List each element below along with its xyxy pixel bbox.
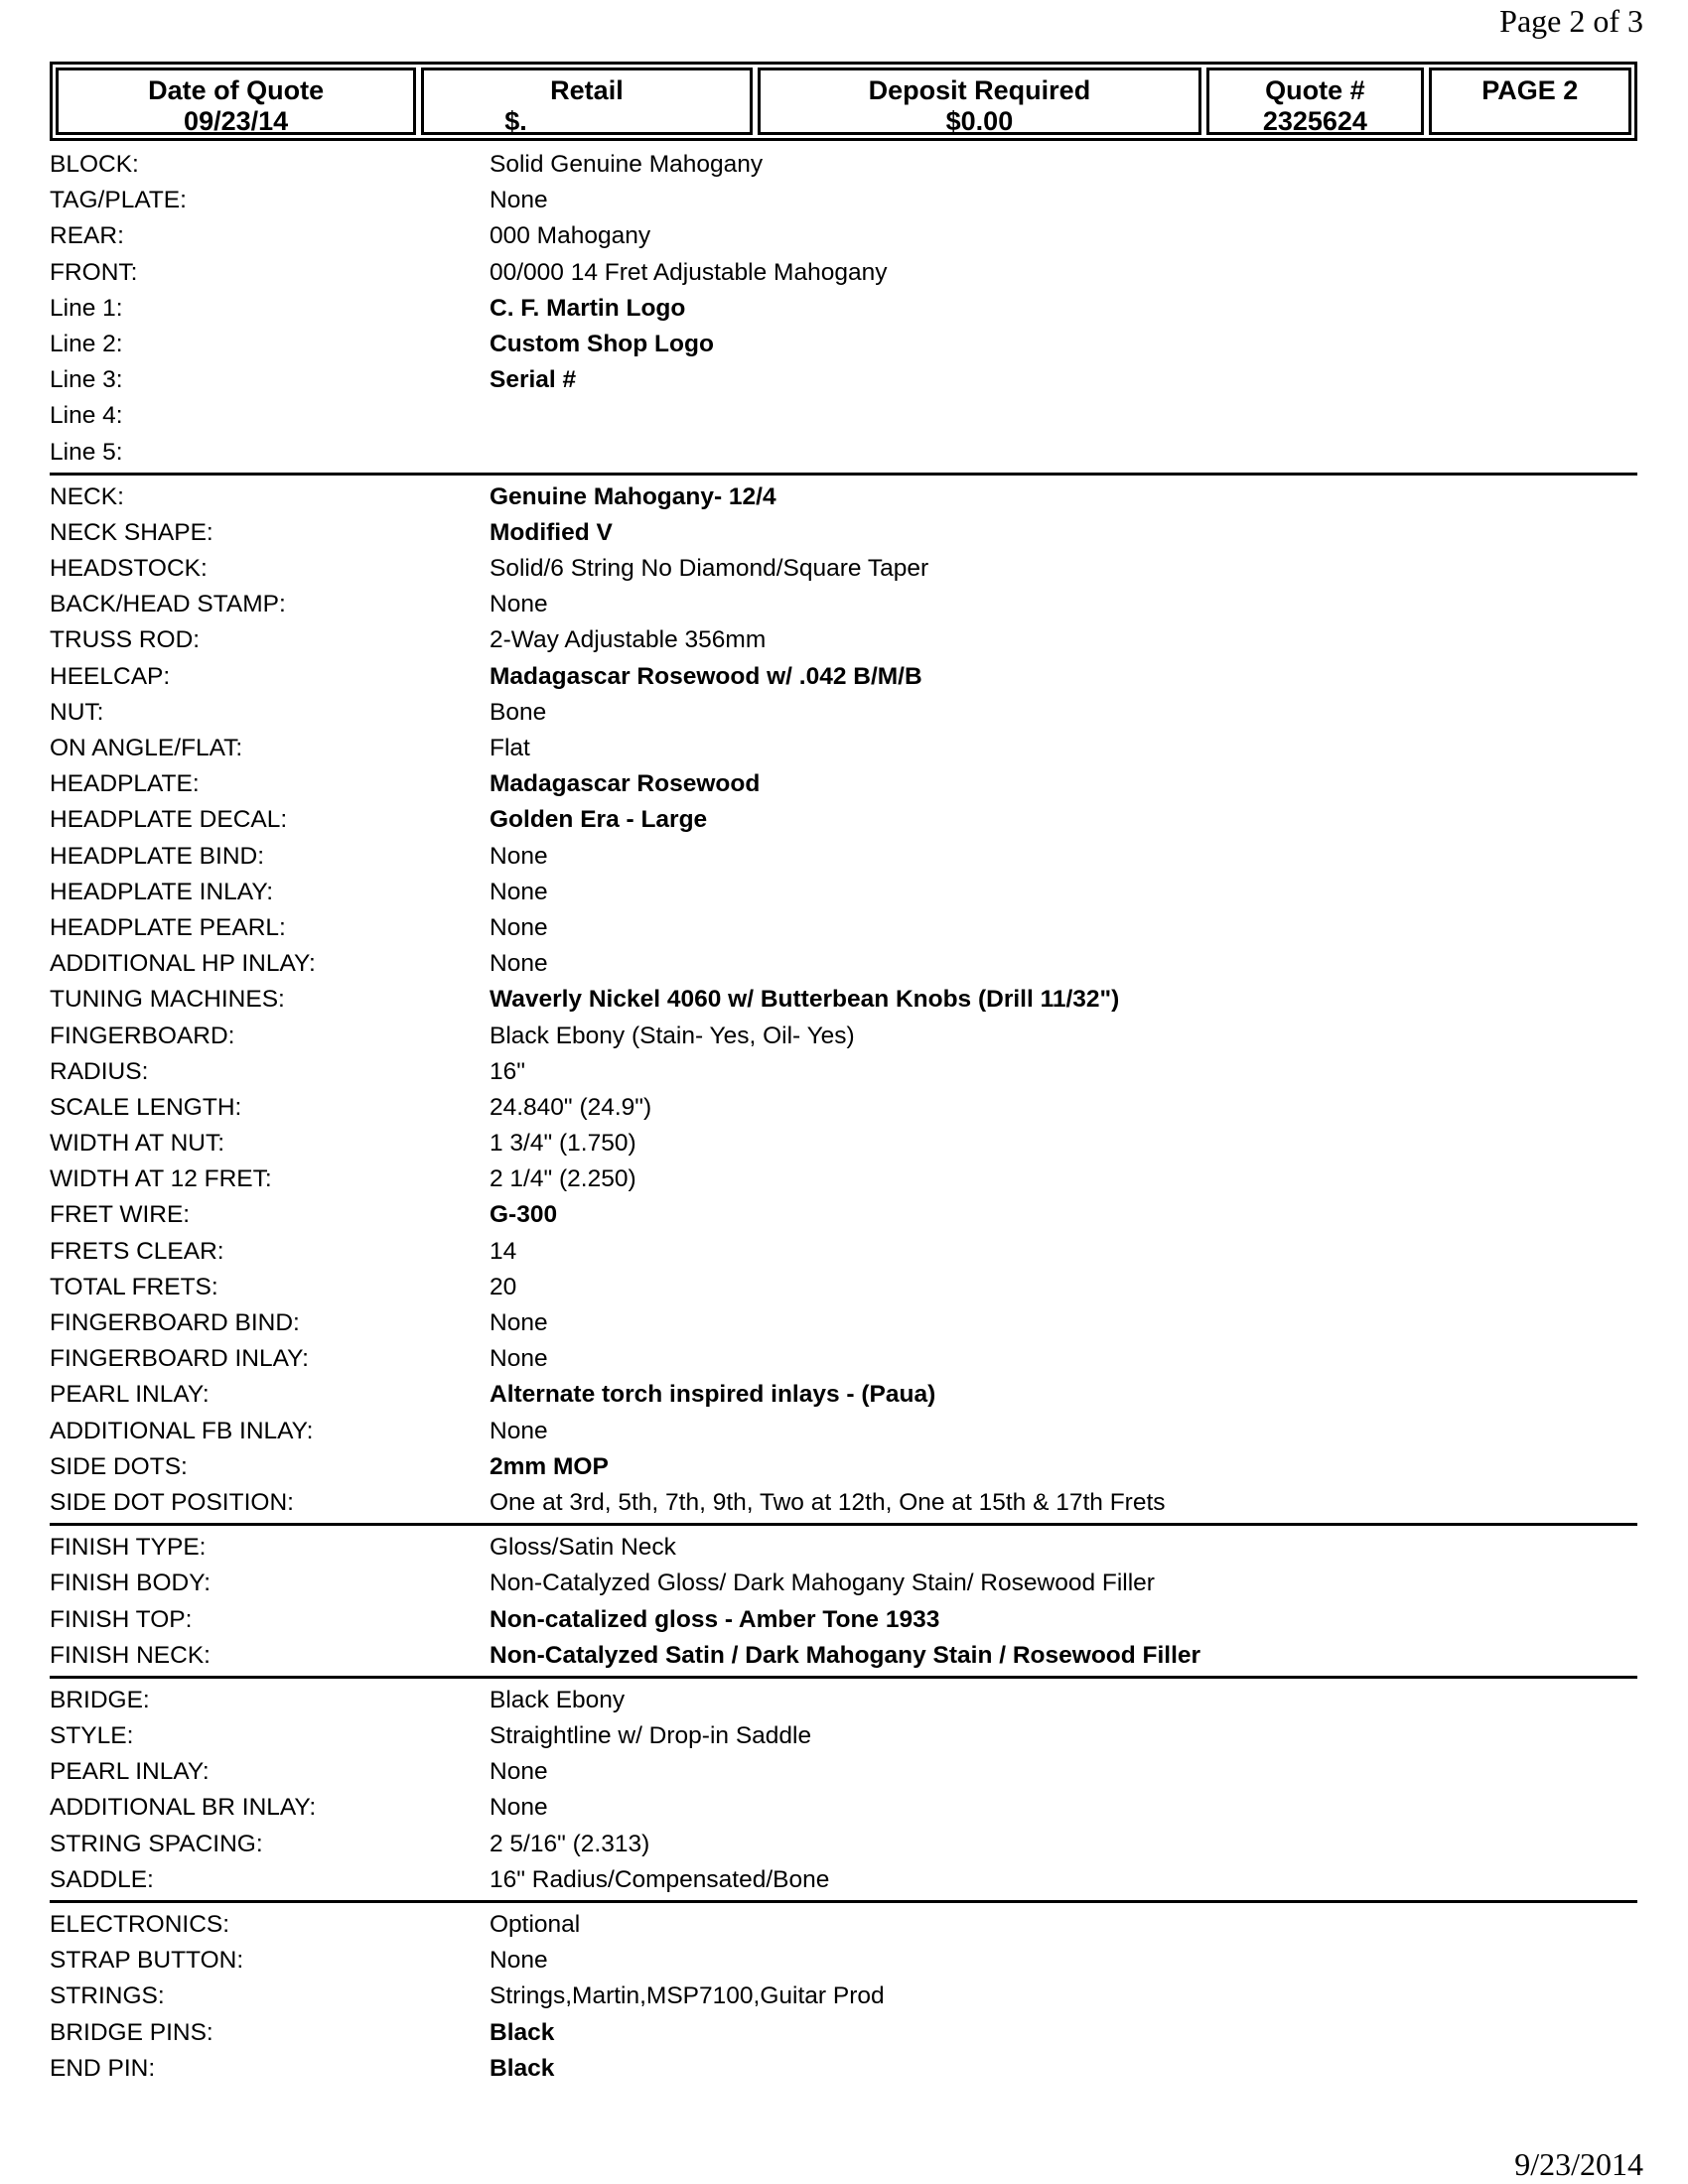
retail-value: $.: [504, 106, 527, 136]
spec-value: Non-catalized gloss - Amber Tone 1933: [490, 1605, 940, 1633]
spec-row: [50, 587, 1637, 622]
spec-value: Flat: [490, 735, 530, 761]
spec-label: HEADPLATE PEARL:: [50, 913, 286, 941]
page-indicator: Page 2 of 3: [1499, 3, 1643, 39]
spec-label: BLOCK:: [50, 151, 139, 178]
spec-row: [50, 1126, 1637, 1161]
spec-label: HEADPLATE:: [50, 770, 200, 798]
spec-label: STYLE:: [50, 1722, 134, 1750]
spec-row: [50, 731, 1637, 766]
spec-value: None: [490, 1758, 548, 1786]
spec-row: [50, 1019, 1637, 1054]
spec-label: WIDTH AT 12 FRET:: [50, 1165, 272, 1193]
spec-row: [50, 1566, 1637, 1601]
spec-row: [50, 398, 1637, 434]
spec-label: REAR:: [50, 222, 124, 250]
spec-row: [50, 2051, 1637, 2087]
spec-label: NECK SHAPE:: [50, 518, 213, 546]
spec-row: [50, 147, 1637, 183]
spec-value: Gloss/Satin Neck: [490, 1534, 676, 1562]
spec-label: HEADPLATE INLAY:: [50, 878, 274, 905]
spec-section: [50, 1903, 1637, 2089]
spec-row: [50, 183, 1637, 218]
spec-value: None: [490, 1417, 548, 1444]
spec-label: ELECTRONICS:: [50, 1911, 230, 1938]
spec-label: PEARL INLAY:: [50, 1381, 210, 1409]
spec-label: STRING SPACING:: [50, 1830, 263, 1857]
spec-value: Optional: [490, 1911, 581, 1938]
spec-label: SIDE DOT POSITION:: [50, 1488, 294, 1516]
spec-row: [50, 1979, 1637, 2014]
spec-value: G-300: [490, 1201, 558, 1229]
spec-label: TUNING MACHINES:: [50, 986, 285, 1014]
spec-value: 16": [490, 1057, 525, 1085]
page-label: PAGE 2: [1481, 75, 1579, 105]
spec-row: [50, 1943, 1637, 1979]
spec-row: [50, 1414, 1637, 1449]
spec-label: ADDITIONAL BR INLAY:: [50, 1794, 317, 1822]
spec-label: NECK:: [50, 482, 124, 510]
spec-label: STRAP BUTTON:: [50, 1947, 244, 1975]
spec-row: [50, 766, 1637, 802]
spec-row: [50, 551, 1637, 587]
spec-value: 2mm MOP: [490, 1452, 609, 1480]
spec-label: FINISH TOP:: [50, 1605, 193, 1633]
quote-number-value: 2325624: [1262, 106, 1367, 136]
spec-value: 2 5/16" (2.313): [490, 1830, 650, 1857]
spec-value: Black Ebony: [490, 1686, 626, 1713]
spec-row: [50, 695, 1637, 731]
spec-label: Line 4:: [50, 402, 123, 430]
spec-label: FINGERBOARD:: [50, 1022, 235, 1049]
spec-value: None: [490, 878, 548, 905]
spec-value: Non-Catalyzed Gloss/ Dark Mahogany Stain/ Rosewood Filler: [490, 1570, 1155, 1597]
spec-row: [50, 659, 1637, 695]
spec-label: HEADSTOCK:: [50, 555, 208, 583]
spec-value: 00/000 14 Fret Adjustable Mahogany: [490, 258, 888, 286]
spec-value: Solid Genuine Mahogany: [490, 151, 764, 178]
quote-number-label: Quote #: [1265, 75, 1365, 105]
spec-label: SIDE DOTS:: [50, 1452, 188, 1480]
spec-label: STRINGS:: [50, 1982, 165, 2010]
spec-value: 2-Way Adjustable 356mm: [490, 626, 767, 654]
spec-row: [50, 1341, 1637, 1377]
spec-value: None: [490, 187, 548, 214]
spec-label: WIDTH AT NUT:: [50, 1130, 225, 1158]
spec-row: [50, 479, 1637, 515]
spec-row: [50, 1161, 1637, 1197]
date-of-quote-label: Date of Quote: [148, 75, 325, 105]
spec-row: [50, 1449, 1637, 1485]
spec-label: FINISH BODY:: [50, 1570, 211, 1597]
spec-value: Genuine Mahogany- 12/4: [490, 482, 776, 510]
spec-value: Solid/6 String No Diamond/Square Taper: [490, 555, 929, 583]
spec-value: Black: [490, 2018, 555, 2046]
spec-value: 16" Radius/Compensated/Bone: [490, 1865, 830, 1893]
spec-list: [50, 147, 1637, 2089]
spec-label: BACK/HEAD STAMP:: [50, 591, 286, 618]
spec-value: Non-Catalyzed Satin / Dark Mahogany Stain / Rosewood Filler: [490, 1641, 1201, 1669]
spec-row: [50, 1862, 1637, 1898]
spec-row: [50, 291, 1637, 327]
spec-value: Black: [490, 2054, 555, 2082]
deposit-required-value: $0.00: [945, 106, 1014, 136]
spec-row: [50, 255, 1637, 291]
spec-value: 000 Mahogany: [490, 222, 651, 250]
spec-row: [50, 802, 1637, 838]
spec-label: BRIDGE:: [50, 1686, 150, 1713]
spec-value: One at 3rd, 5th, 7th, 9th, Two at 12th, One at 15th & 17th Frets: [490, 1488, 1166, 1516]
spec-label: ON ANGLE/FLAT:: [50, 735, 243, 761]
spec-row: [50, 946, 1637, 982]
spec-row: [50, 2015, 1637, 2051]
spec-row: [50, 1197, 1637, 1233]
deposit-required-label: Deposit Required: [868, 75, 1091, 105]
spec-value: Golden Era - Large: [490, 806, 708, 834]
spec-row: [50, 1485, 1637, 1521]
spec-label: ADDITIONAL HP INLAY:: [50, 950, 316, 978]
spec-label: SCALE LENGTH:: [50, 1093, 242, 1121]
spec-value: Waverly Nickel 4060 w/ Butterbean Knobs (Drill 11/32"): [490, 986, 1120, 1014]
spec-label: TOTAL FRETS:: [50, 1273, 218, 1300]
page-cell: [1429, 68, 1631, 135]
spec-label: BRIDGE PINS:: [50, 2018, 213, 2046]
spec-value: 24.840" (24.9"): [490, 1093, 652, 1121]
spec-value: None: [490, 1345, 548, 1373]
spec-row: [50, 875, 1637, 910]
spec-row: [50, 982, 1637, 1018]
spec-row: [50, 327, 1637, 362]
spec-label: HEADPLATE DECAL:: [50, 806, 288, 834]
spec-label: TAG/PLATE:: [50, 187, 187, 214]
spec-row: [50, 1638, 1637, 1674]
spec-label: PEARL INLAY:: [50, 1758, 210, 1786]
spec-label: NUT:: [50, 698, 104, 726]
spec-label: FINISH NECK:: [50, 1641, 211, 1669]
spec-value: None: [490, 1309, 548, 1336]
spec-label: HEADPLATE BIND:: [50, 842, 265, 870]
spec-label: Line 5:: [50, 438, 123, 466]
spec-value: Bone: [490, 698, 547, 726]
spec-row: [50, 515, 1637, 551]
spec-label: ADDITIONAL FB INLAY:: [50, 1417, 314, 1444]
spec-value: Custom Shop Logo: [490, 330, 714, 357]
spec-row: [50, 1270, 1637, 1305]
spec-label: FRET WIRE:: [50, 1201, 191, 1229]
spec-value: None: [490, 913, 548, 941]
spec-section: [50, 1526, 1637, 1679]
spec-value: 2 1/4" (2.250): [490, 1165, 636, 1193]
spec-label: RADIUS:: [50, 1057, 149, 1085]
spec-value: Madagascar Rosewood w/ .042 B/M/B: [490, 662, 922, 690]
spec-value: 14: [490, 1237, 517, 1265]
spec-value: Black Ebony (Stain- Yes, Oil- Yes): [490, 1022, 855, 1049]
spec-row: [50, 1305, 1637, 1341]
spec-section: [50, 476, 1637, 1526]
retail-cell: [421, 68, 752, 135]
spec-value: None: [490, 1947, 548, 1975]
spec-row: [50, 1090, 1637, 1126]
quote-number-cell: [1206, 68, 1423, 135]
spec-label: HEELCAP:: [50, 662, 171, 690]
spec-row: [50, 839, 1637, 875]
spec-label: SADDLE:: [50, 1865, 154, 1893]
quote-header: [50, 62, 1637, 141]
spec-label: FRETS CLEAR:: [50, 1237, 224, 1265]
spec-value: 20: [490, 1273, 517, 1300]
spec-value: Alternate torch inspired inlays - (Paua): [490, 1381, 936, 1409]
spec-label: Line 2:: [50, 330, 123, 357]
retail-label: Retail: [550, 75, 624, 105]
spec-value: None: [490, 842, 548, 870]
spec-row: [50, 910, 1637, 946]
spec-row: [50, 362, 1637, 398]
spec-label: FINISH TYPE:: [50, 1534, 207, 1562]
deposit-required-cell: [758, 68, 1202, 135]
spec-row: [50, 435, 1637, 471]
spec-value: None: [490, 1794, 548, 1822]
spec-label: FRONT:: [50, 258, 138, 286]
spec-label: Line 3:: [50, 366, 123, 394]
spec-section: [50, 1679, 1637, 1903]
spec-value: Straightline w/ Drop-in Saddle: [490, 1722, 812, 1750]
spec-row: [50, 1827, 1637, 1862]
spec-value: C. F. Martin Logo: [490, 294, 686, 322]
spec-section: [50, 147, 1637, 476]
spec-row: [50, 622, 1637, 658]
spec-row: [50, 1907, 1637, 1943]
spec-value: Modified V: [490, 518, 613, 546]
spec-label: Line 1:: [50, 294, 123, 322]
spec-row: [50, 218, 1637, 254]
date-of-quote-cell: [56, 68, 416, 135]
spec-row: [50, 1683, 1637, 1718]
date-of-quote-value: 09/23/14: [184, 106, 289, 136]
spec-label: FINGERBOARD INLAY:: [50, 1345, 309, 1373]
spec-row: [50, 1234, 1637, 1270]
spec-label: TRUSS ROD:: [50, 626, 201, 654]
spec-value: 1 3/4" (1.750): [490, 1130, 636, 1158]
spec-row: [50, 1754, 1637, 1790]
spec-row: [50, 1790, 1637, 1826]
spec-row: [50, 1377, 1637, 1413]
spec-row: [50, 1530, 1637, 1566]
spec-row: [50, 1054, 1637, 1090]
spec-label: FINGERBOARD BIND:: [50, 1309, 300, 1336]
spec-value: Strings,Martin,MSP7100,Guitar Prod: [490, 1982, 885, 2010]
spec-label: END PIN:: [50, 2054, 156, 2082]
spec-value: None: [490, 591, 548, 618]
spec-row: [50, 1602, 1637, 1638]
spec-value: None: [490, 950, 548, 978]
spec-row: [50, 1718, 1637, 1754]
footer-date: 9/23/2014: [1514, 2146, 1643, 2182]
spec-value: Madagascar Rosewood: [490, 770, 761, 798]
spec-value: Serial #: [490, 366, 577, 394]
